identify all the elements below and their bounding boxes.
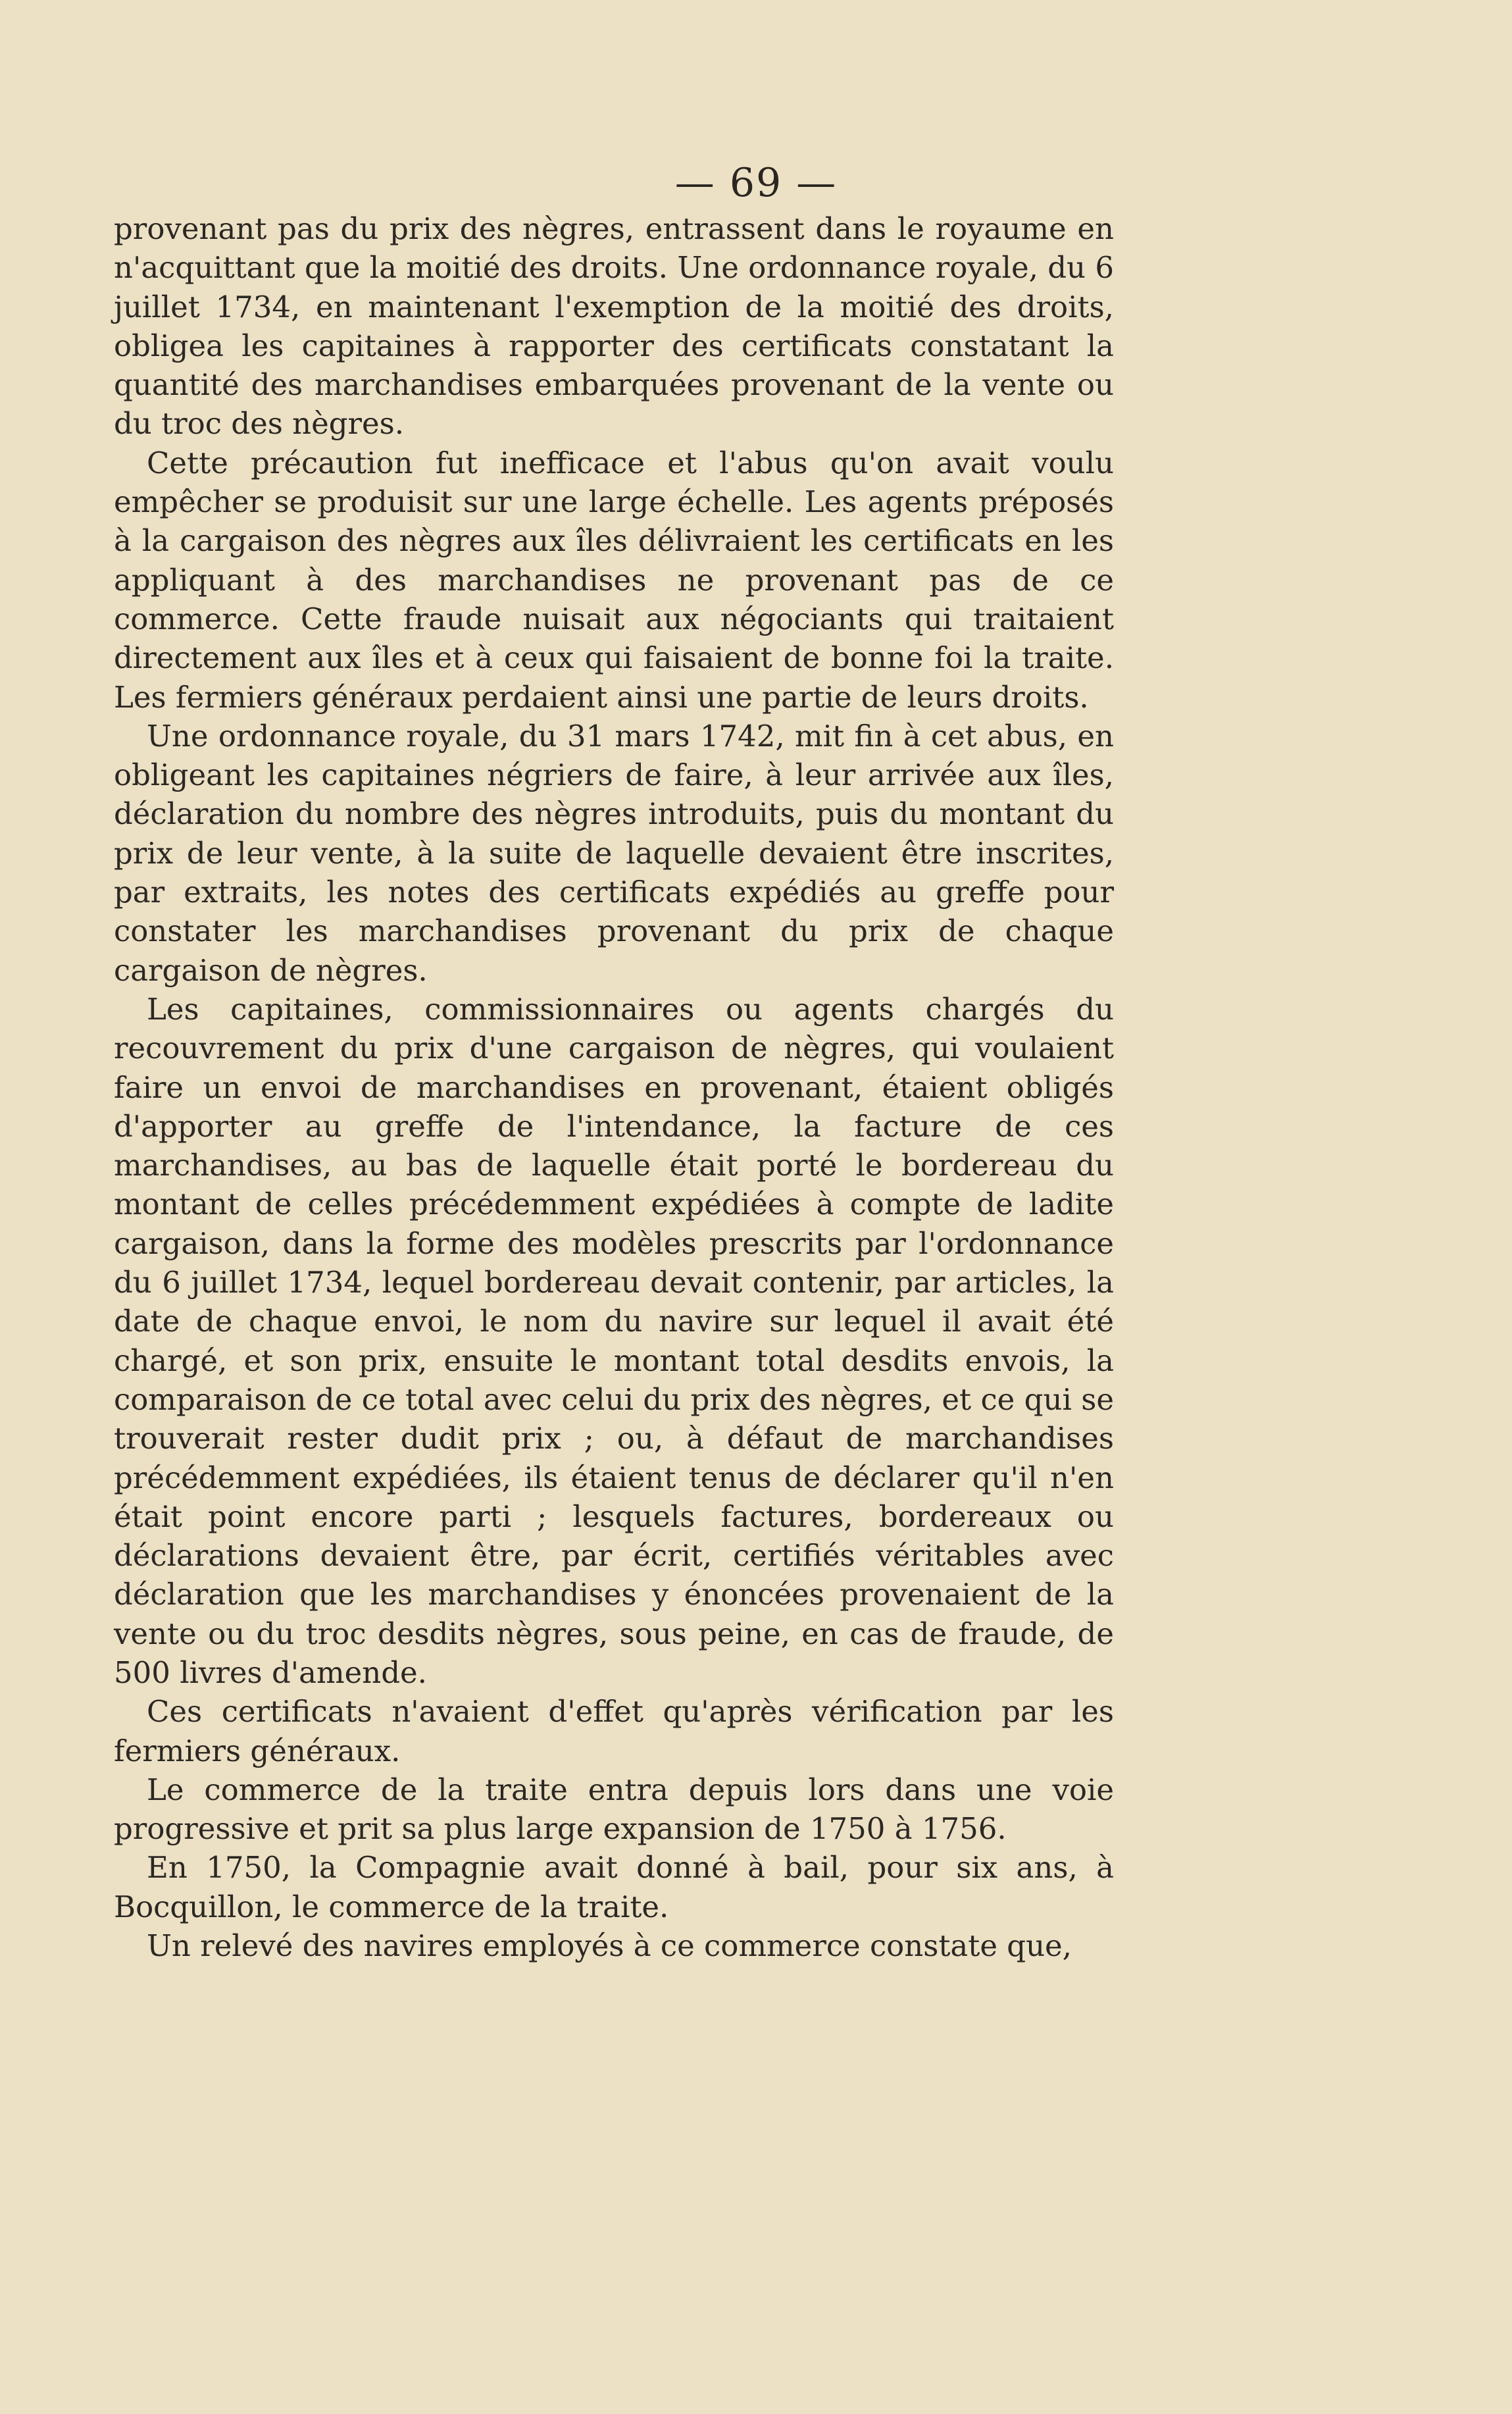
paragraph: Ces certificats n'avaient d'effet qu'après vérification par les fermiers généraux. (114, 1694, 1114, 1768)
paragraph: Le commerce de la traite entra depuis lors dans une voie progressive et prit sa plus large expansion de 1750 à 1756. (114, 1772, 1114, 1847)
page-number: — 69 — (674, 160, 838, 206)
paragraph: Les capitaines, commissionnaires ou agents chargés du recouvrement du prix d'une cargaison de nègres, qui voulaient faire un envoi de marchandises en provenant, étaient obligés d'apporter au greffe de l'intendance, la facture de ces marchandises, au bas de laquelle était porté le bordereau du montant de celles précédemment expédiées à compte de ladite cargaison, dans la forme des modèles prescrits par l'ordonnance du 6 juillet 1734, lequel bordereau devait contenir, par articles, la date de chaque envoi, le nom du navire sur lequel il avait été chargé, et son prix, ensuite le montant total desdits envois, la comparaison de ce total avec celui du prix des nègres, et ce qui se trouverait rester dudit prix ; ou, à défaut de marchandises précédemment expédiées, ils étaient tenus de déclarer qu'il n'en était point encore parti ; lesquels factures, bordereaux ou déclarations devaient être, par écrit, certifiés véritables avec déclaration que les marchandises y énoncées provenaient de la vente ou du troc desdits nègres, sous peine, en cas de fraude, de 500 livres d'amende. (114, 991, 1114, 1690)
body-text (114, 209, 1114, 1965)
paragraph-continuation: provenant pas du prix des nègres, entrassent dans le royaume en n'acquittant que la moitié des droits. Une ordonnance royale, du 6 juillet 1734, en maintenant l'exemption de la moitié des droits, obligea les capitaines à rapporter des certificats constatant la quantité des marchandises embarquées provenant de la vente ou du troc des nègres. (114, 211, 1114, 442)
paragraph: Un relevé des navires employés à ce commerce constate que, (147, 1928, 1072, 1964)
paragraph: Cette précaution fut inefficace et l'abus qu'on avait voulu empêcher se produisit sur une large échelle. Les agents préposés à la cargaison des nègres aux îles délivraient les certificats en les appliquant à des marchandises ne provenant pas de ce commerce. Cette fraude nuisait aux négociants qui traitaient directement aux îles et à ceux qui faisaient de bonne foi la traite. Les fermiers généraux perdaient ainsi une partie de leurs droits. (114, 445, 1114, 715)
paragraph: Une ordonnance royale, du 31 mars 1742, mit fin à cet abus, en obligeant les capitaines négriers de faire, à leur arrivée aux îles, déclaration du nombre des nègres introduits, puis du montant du prix de leur vente, à la suite de laquelle devaient être inscrites, par extraits, les notes des certificats expédiés au greffe pour constater les marchandises provenant du prix de chaque cargaison de nègres. (114, 718, 1114, 988)
paragraph: En 1750, la Compagnie avait donné à bail, pour six ans, à Bocquillon, le commerce de la traite. (114, 1850, 1114, 1924)
